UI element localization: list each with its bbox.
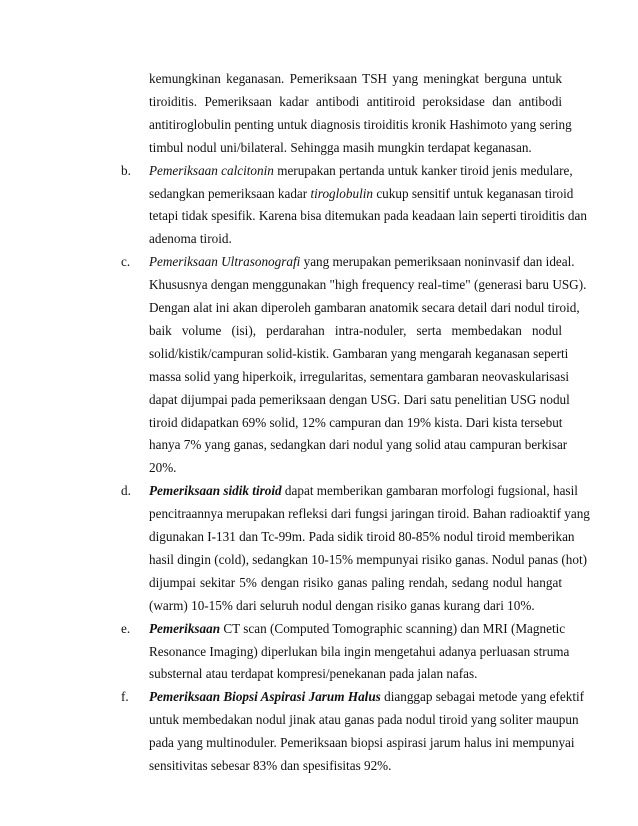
body-text: kemungkinan keganasan. Pemeriksaan TSH yang meningkat berguna untuk [149, 71, 562, 86]
text-line [149, 574, 562, 592]
text-line [149, 711, 579, 729]
text-line [149, 643, 570, 661]
emphasis-text: Pemeriksaan sidik tiroid [149, 483, 282, 499]
body-text: timbul nodul uni/bilateral. Sehingga masih mungkin terdapat keganasan. [149, 139, 532, 155]
text-line [149, 597, 562, 615]
body-text: adenoma tiroid. [149, 231, 232, 247]
body-text: Khususnya dengan menggunakan "high frequency real-time" (generasi baru USG). [149, 277, 587, 293]
body-text: solid/kistik/campuran solid-kistik. Gambaran yang mengarah keganasan seperti [149, 345, 569, 361]
body-text: hanya 7% yang ganas, sedangkan dari nodul yang solid atau campuran berkisar [149, 437, 568, 453]
body-text: dianggap sebagai metode yang efektif [380, 689, 585, 705]
body-text: tetapi tidak spesifik. Karena bisa ditemukan pada keadaan lain seperti tiroiditis dan [149, 208, 587, 224]
body-text: sensitivitas sebesar 83% dan spesifisitas 92%. [149, 758, 392, 773]
list-marker: f. [121, 689, 129, 705]
body-text: baik volume (isi), perdarahan intra-noduler, serta membedakan nodul [149, 322, 562, 338]
text-line [149, 482, 578, 500]
body-text: CT scan (Computed Tomographic scanning) dan MRI (Magnetic [220, 620, 566, 636]
list-marker: b. [121, 162, 131, 178]
body-text: 20%. [149, 460, 177, 476]
body-text: untuk membedakan nodul jinak atau ganas pada nodul tiroid yang soliter maupun [149, 712, 579, 728]
text-line [149, 414, 562, 432]
text-line [149, 734, 575, 752]
text-line [149, 665, 562, 683]
text-line [149, 70, 562, 88]
list-marker: c. [121, 254, 131, 270]
list-marker: d. [121, 483, 131, 499]
text-line [149, 322, 562, 340]
text-line [149, 620, 566, 638]
body-text: digunakan I-131 dan Tc-99m. Pada sidik tiroid 80-85% nodul tiroid memberikan [149, 529, 575, 544]
body-text: Dengan alat ini akan diperoleh gambaran anatomik secara detail dari nodul tiroid, [149, 300, 580, 315]
text-line [149, 391, 570, 409]
text-line [149, 162, 573, 180]
body-text: yang merupakan pemeriksaan noninvasif dan ideal. [300, 254, 575, 270]
text-line [149, 207, 587, 225]
text-line [149, 345, 569, 363]
text-line [149, 505, 590, 523]
body-text: pada yang multinoduler. Pemeriksaan biopsi aspirasi jarum halus ini mempunyai [149, 735, 575, 751]
text-line [149, 116, 572, 134]
text-line [149, 276, 587, 294]
emphasis-text: Pemeriksaan calcitonin [149, 162, 274, 178]
text-line [149, 528, 575, 546]
body-text: antitiroglobulin penting untuk diagnosis tiroiditis kronik Hashimoto yang sering [149, 116, 572, 132]
body-text: tiroid didapatkan 69% solid, 12% campuran dan 19% kista. Dari kista tersebut [149, 414, 563, 430]
text-line [149, 436, 568, 454]
body-text: dapat memberikan gambaran morfologi fugsional, hasil [281, 483, 578, 499]
body-text: pencitraannya merupakan refleksi dari fungsi jaringan tiroid. Bahan radioaktif yang [149, 506, 590, 522]
body-text: substernal atau terdapat kompresi/penekanan pada jalan nafas. [149, 666, 478, 682]
text-line [149, 551, 588, 569]
body-text: dapat dijumpai pada pemeriksaan dengan USG. Dari satu penelitian USG nodul [149, 391, 570, 407]
emphasis-text: Pemeriksaan Ultrasonografi [149, 254, 301, 270]
text-line [149, 139, 562, 157]
emphasis-text: Pemeriksaan [149, 620, 221, 636]
text-line [149, 299, 580, 317]
text-line [149, 230, 562, 248]
body-text: cukup sensitif untuk keganasan tiroid [373, 185, 574, 201]
text-line [149, 757, 562, 775]
body-text: tiroiditis. Pemeriksaan kadar antibodi antitiroid peroksidase dan antibodi [149, 93, 562, 109]
emphasis-text: Pemeriksaan Biopsi Aspirasi Jarum Halus [149, 689, 381, 705]
body-text: sedangkan pemeriksaan kadar [149, 185, 311, 201]
body-text: hasil dingin (cold), sedangkan 10-15% mempunyai risiko ganas. Nodul panas (hot) [149, 551, 588, 567]
body-text: merupakan pertanda untuk kanker tiroid jenis medulare, [273, 162, 573, 178]
body-text: (warm) 10-15% dari seluruh nodul dengan risiko ganas kurang dari 10%. [149, 597, 535, 613]
list-marker: e. [121, 620, 131, 636]
text-line [149, 185, 574, 203]
text-line [149, 688, 585, 706]
text-line [149, 93, 562, 111]
text-line [149, 459, 562, 477]
text-line [149, 368, 570, 386]
body-text: massa solid yang hiperkoik, irregularitas, sementara gambaran neovaskularisasi [149, 368, 570, 384]
body-text: dijumpai sekitar 5% dengan risiko ganas paling rendah, sedang nodul hangat [149, 574, 562, 590]
body-text: Resonance Imaging) diperlukan bila ingin mengetahui adanya perluasan struma [149, 643, 570, 659]
emphasis-text: tiroglobulin [310, 185, 374, 201]
text-line [149, 253, 575, 271]
